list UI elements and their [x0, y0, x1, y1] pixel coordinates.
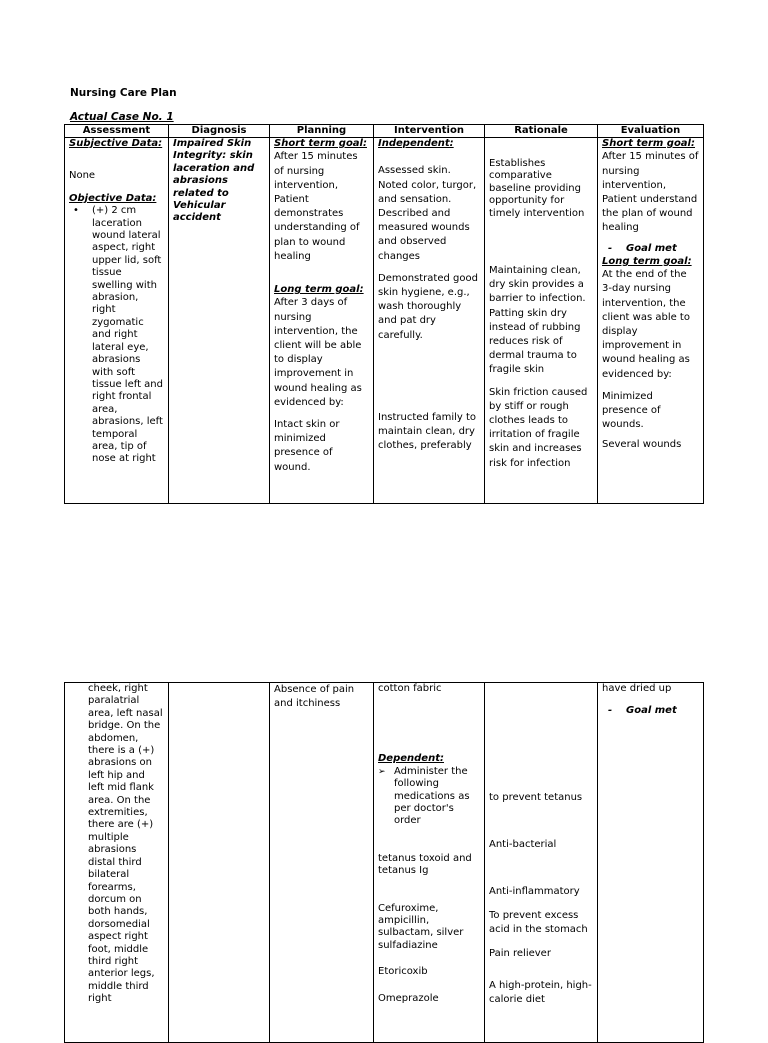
- medication-item: tetanus toxoid and tetanus Ig: [378, 852, 472, 877]
- rationale-item: Anti-bacterial: [489, 839, 557, 850]
- assessment-cell: [65, 138, 169, 504]
- rationale-item: Anti-inflammatory: [489, 886, 580, 897]
- document-title: Nursing Care Plan: [70, 87, 177, 99]
- objective-list: [69, 205, 164, 466]
- list-item: • (+) 2 cm laceration wound lateral aspect, right upper lid, soft tissue swelling with abrasion, right zygomatic and right lateral eye, abrasions with soft tissue left and right frontal area, abrasions, left temporal area, tip of nose at right: [69, 205, 164, 466]
- diagnosis-cell: [169, 683, 270, 1043]
- long-term-goal-label: Long term goal:: [274, 284, 364, 296]
- objective-label: Objective Data:: [69, 192, 157, 204]
- header-diagnosis: Diagnosis: [169, 125, 270, 138]
- rationale-item: Skin friction caused by stiff or rough clothes leads to irritation of fragile skin and increases risk for infection: [489, 386, 588, 469]
- long-term-goal-text: After 3 days of nursing intervention, the client will be able to display improvement in wound healing as evidenced by:: [274, 297, 362, 408]
- dependent-label: Dependent:: [378, 753, 444, 765]
- table-header-row: [65, 125, 704, 138]
- goal-met-label: - Goal met: [608, 242, 677, 254]
- medication-item: Etoricoxib: [378, 966, 428, 978]
- long-term-goal-label: Long term goal:: [602, 255, 692, 267]
- intervention-cell: [374, 683, 485, 1043]
- planning-cell: [270, 683, 374, 1043]
- table-row: [65, 138, 704, 504]
- subjective-value: None: [69, 170, 96, 182]
- criteria-text: Absence of pain and itchiness: [274, 684, 355, 710]
- medication-order-list: [378, 766, 480, 828]
- evaluation-cell: [598, 138, 704, 504]
- rationale-item: To prevent excess acid in the stomach: [489, 910, 588, 935]
- case-title: Actual Case No. 1: [70, 111, 174, 123]
- assessment-continued: cheek, right paralatrial area, left nasal bridge. On the abdomen, there is a (+) abrasions on left hip and left mid flank area. On the extremities, there are (+) multiple abrasions distal third bilateral forearms, dorcum on both hands, dorsomedial aspect right foot, middle third right anterior legs, middle third right: [88, 683, 163, 1005]
- evaluation-continued: have dried up: [602, 683, 672, 694]
- criteria-text: Several wounds: [602, 439, 682, 451]
- short-term-goal-text: After 15 minutes of nursing intervention, Patient demonstrates understanding of plan to wound healing: [274, 151, 360, 262]
- intervention-item: Instructed family to maintain clean, dry clothes, preferably: [378, 411, 477, 452]
- header-evaluation: Evaluation: [598, 125, 704, 138]
- intervention-cell: [374, 138, 485, 504]
- table-row: [65, 683, 704, 1043]
- criteria-text: Minimized presence of wounds.: [602, 390, 661, 431]
- rationale-item: to prevent tetanus: [489, 792, 583, 803]
- independent-label: Independent:: [378, 138, 454, 149]
- care-plan-table-page-1: [64, 124, 704, 504]
- criteria-text: Intact skin or minimized presence of wound.: [274, 419, 340, 473]
- rationale-item: Pain reliever: [489, 948, 551, 959]
- short-term-goal-label: Short term goal:: [602, 138, 695, 149]
- rationale-cell: [485, 138, 598, 504]
- header-planning: Planning: [270, 125, 374, 138]
- intervention-item: Assessed skin. Noted color, turgor, and sensation. Described and measured wounds and observed changes: [378, 165, 477, 262]
- list-item: ➢ Administer the following medications as per doctor's order: [378, 766, 480, 828]
- medication-item: Omeprazole: [378, 992, 439, 1004]
- rationale-item: A high-protein, high-calorie diet: [489, 980, 592, 1005]
- rationale-item: Maintaining clean, dry skin provides a barrier to infection. Patting skin dry instead of rubbing reduces risk of dermal trauma to fragile skin: [489, 265, 586, 376]
- short-term-goal-text: After 15 minutes of nursing intervention, Patient understand the plan of wound healing: [602, 151, 699, 234]
- intervention-item: Demonstrated good skin hygiene, e.g., wash thoroughly and pat dry carefully.: [378, 272, 478, 341]
- header-intervention: Intervention: [374, 125, 485, 138]
- assessment-cell: [65, 683, 169, 1043]
- short-term-goal-label: Short term goal:: [274, 138, 367, 149]
- intervention-continued: cotton fabric: [378, 683, 442, 694]
- rationale-cell: [485, 683, 598, 1043]
- medication-item: Cefuroxime, ampicillin, sulbactam, silver sulfadiazine: [378, 902, 464, 951]
- evaluation-cell: [598, 683, 704, 1043]
- subjective-label: Subjective Data:: [69, 138, 163, 149]
- goal-met-label: - Goal met: [608, 705, 677, 717]
- rationale-item: Establishes comparative baseline providing opportunity for timely intervention: [489, 158, 585, 219]
- header-rationale: Rationale: [485, 125, 598, 138]
- header-assessment: Assessment: [65, 125, 169, 138]
- planning-cell: [270, 138, 374, 504]
- long-term-goal-text: At the end of the 3-day nursing intervention, the client was able to display improvement in wound healing as evidenced by:: [602, 269, 690, 380]
- diagnosis-cell: Impaired Skin Integrity: skin laceration and abrasions related to Vehicular accident: [169, 138, 270, 504]
- care-plan-table-page-2: [64, 682, 704, 1043]
